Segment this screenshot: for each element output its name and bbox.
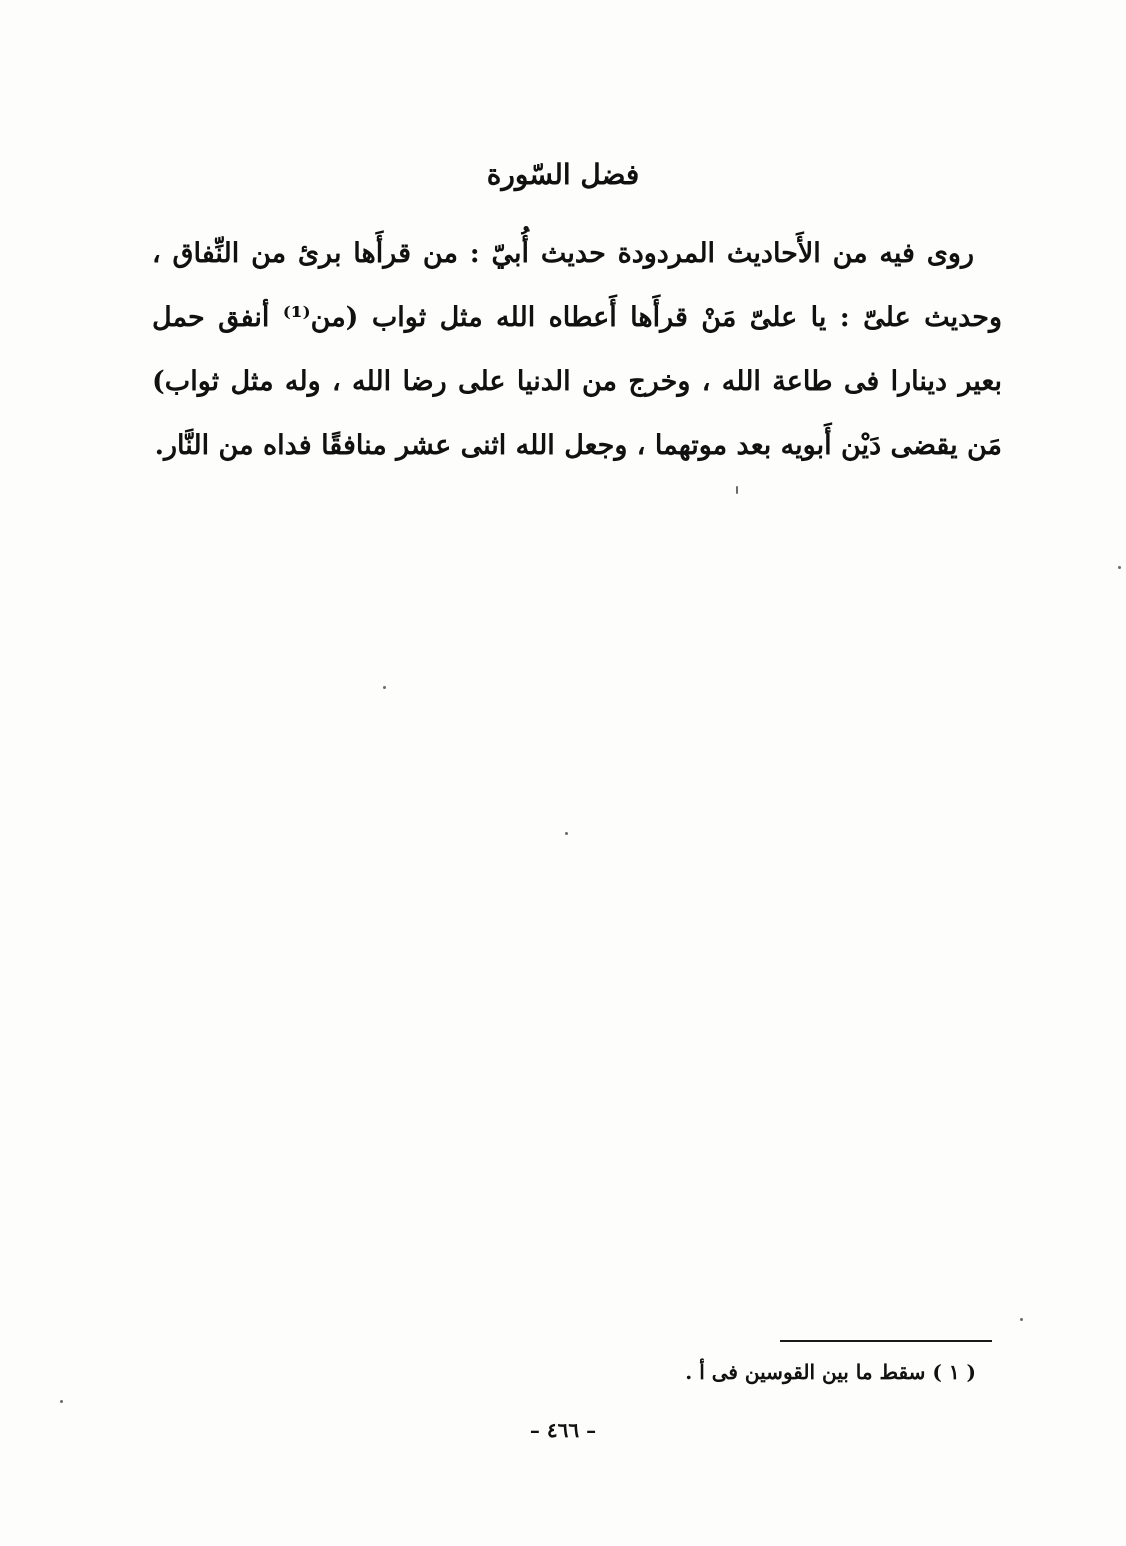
body-line: روى فيه من الأَحاديث المردودة حديث أُبيّ : من قرأَها برئ من النِّفاق ،: [152, 238, 974, 269]
scan-speck: [736, 486, 738, 494]
body-line: وحديث علىّ : يا علىّ مَنْ قرأَها أَعطاه الله مثل ثواب (من⁽¹⁾ أنفق حمل: [152, 302, 1003, 333]
footnote: ( ١ ) سقط ما بين القوسين فى أ .: [685, 1360, 976, 1384]
scan-speck: [383, 686, 386, 689]
body-paragraph: [152, 222, 1002, 478]
section-title: فضل السّورة: [486, 158, 640, 191]
body-line: مَن يقضى دَيْن أَبويه بعد موتهما ، وجعل الله اثنى عشر منافقًا فداه من النَّار.: [154, 430, 1002, 461]
footnote-divider: [780, 1340, 992, 1342]
scan-speck: [565, 832, 568, 835]
page-number: – ٤٦٦ –: [529, 1418, 597, 1442]
scan-speck: [1118, 566, 1121, 569]
body-line: بعير دينارا فى طاعة الله ، وخرج من الدنيا على رضا الله ، وله مثل ثواب): [152, 366, 1002, 397]
scan-speck: [60, 1400, 63, 1403]
scan-speck: [1020, 1318, 1023, 1321]
